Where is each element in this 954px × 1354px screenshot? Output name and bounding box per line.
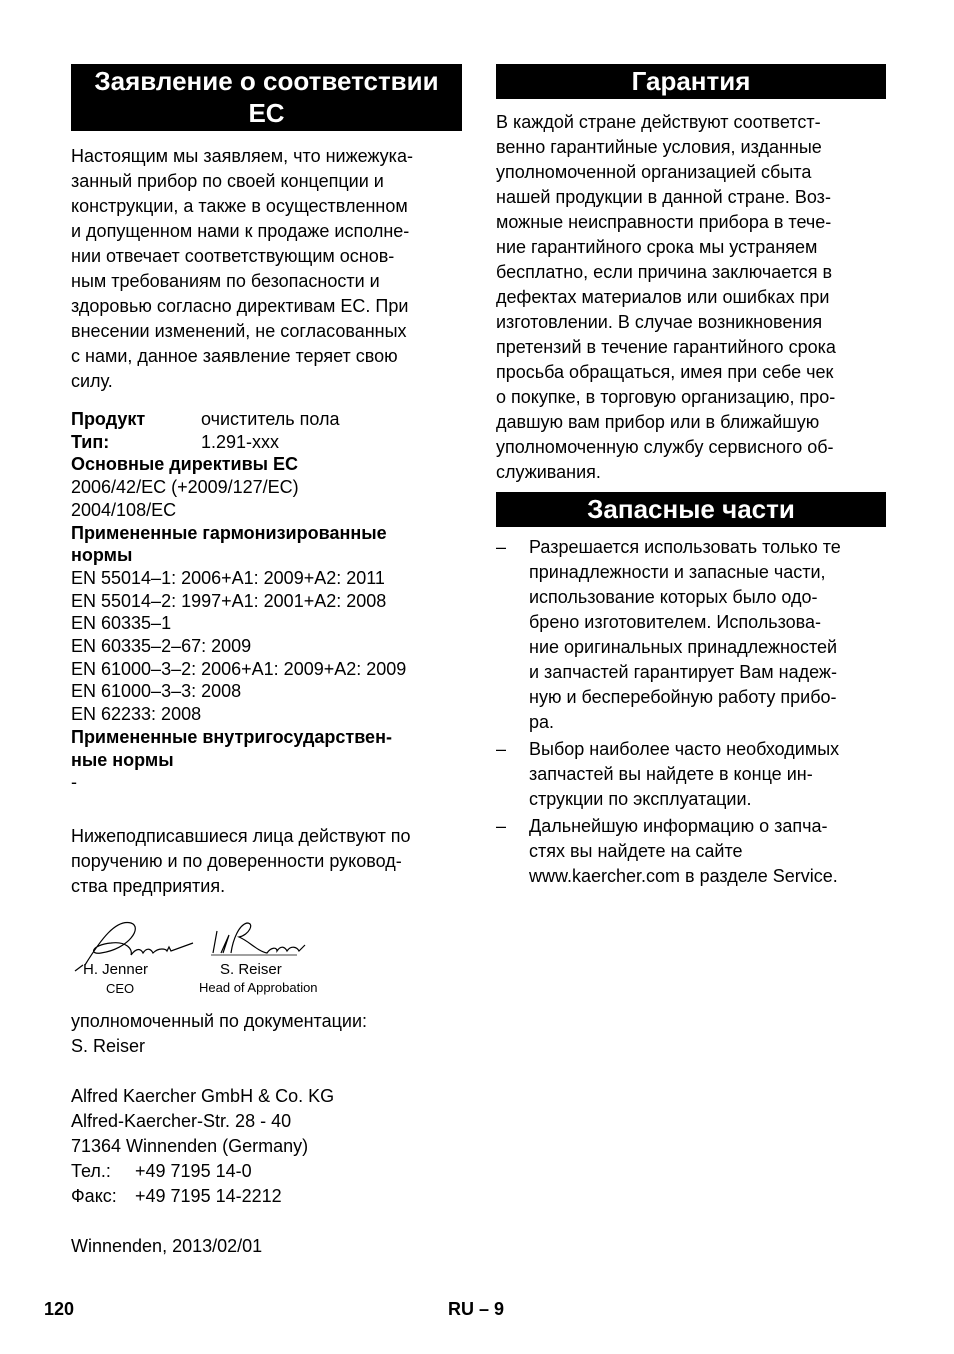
section-label: RU – 9: [448, 1299, 505, 1319]
fax-row: [71, 1184, 462, 1209]
dash-bullet: –: [496, 537, 507, 557]
tel-row: [71, 1159, 462, 1184]
product-label: Продукт: [71, 409, 146, 429]
page-number: 120: [44, 1299, 75, 1319]
directives-title: Основные директивы ЕС: [71, 454, 299, 475]
harmonized-standard: EN 55014–2: 1997+A1: 2001+A2: 2008: [71, 590, 387, 611]
list-item: – Выбор наиболее часто необходимых запчастей вы найдете в конце ин- струкции по эксплуатации.: [496, 739, 840, 809]
dash-bullet: –: [496, 739, 507, 759]
product-value: очиститель пола: [201, 409, 340, 429]
harmonized-standard: EN 60335–1: [71, 613, 172, 634]
harmonized-standard: EN 55014–1: 2006+A1: 2009+A2: 2011: [71, 567, 385, 588]
harmonized-standard: EN 61000–3–3: 2008: [71, 681, 242, 702]
type-label: Тип:: [71, 431, 110, 452]
harmonized-standard: EN 62233: 2008: [71, 704, 202, 725]
product-spec: [71, 408, 462, 794]
list-item: – Разрешается использовать только те принадлежности и запасные части, использование которых было одо- брено изготовителем. Использова- ние оригинальных принадлежностей и запчастей гарантирует Вам надеж- ную и бесперебойную работу прибо- ра.: [496, 537, 841, 732]
fax-value: +49 7195 14-2212: [135, 1185, 282, 1206]
product-row: [71, 408, 462, 431]
national-value: -: [71, 772, 77, 793]
ec-declaration-heading: Заявление о соответствии ЕС: [71, 64, 462, 131]
tel-label: Тел.:: [71, 1160, 111, 1181]
warranty-text: В каждой стране действуют соответст- венно гарантийные условия, изданные уполномоченной организацией сбыта нашей продукции в данной стране. Воз- можные неисправности прибора в тече- ние гарантийного срока мы устраняем бесплатно, если причина заключается в дефектах материалов или ошибках при изготовлении. В случае возникновения претензий в течение гарантийного срока просьба обращаться, имея при себе чек о покупке, в торговую организацию, про- давшую вам прибор или в ближайшую уполномоченную службу сервисного об- служивания.: [496, 112, 836, 482]
company-address: Alfred Kaercher GmbH & Co. KG Alfred-Kaercher-Str. 28 - 40 71364 Winnenden (Germany): [71, 1085, 335, 1156]
list-item: – Дальнейшую информацию о запча- стях вы найдете на сайте www.kaercher.com в разделе Service.: [496, 816, 838, 886]
dash-bullet: –: [496, 816, 507, 836]
place-date: Winnenden, 2013/02/01: [71, 1235, 263, 1256]
harmonized-title: Примененные гармонизированные нормы: [71, 522, 387, 566]
signer1-name: H. Jenner: [83, 960, 149, 978]
type-value: 1.291-xxx: [201, 431, 280, 452]
declaration-text: Настоящим мы заявляем, что нижежука- занный прибор по своей концепции и конструкции, а также в осуществленном и допущенном нами к продаже исполне- нии отвечает соответствующим основ- ным требованиям по безопасности и здоровью согласно директивам ЕС. При внесении изменений, не согласованных с нами, данное заявление теряет свою силу.: [71, 146, 413, 391]
directive-item: 2006/42/EC (+2009/127/EC): [71, 477, 299, 498]
signer1-role: CEO: [106, 980, 135, 996]
signer2-name: S. Reiser: [220, 960, 282, 978]
directive-item: 2004/108/EC: [71, 499, 177, 520]
spare-parts-heading: Запасные части: [496, 492, 886, 527]
right-column: [496, 64, 886, 891]
left-column: [71, 64, 462, 1259]
signature-block: [71, 909, 462, 1009]
national-title: Примененные внутригосударствен- ные нормы: [71, 726, 392, 770]
signatories-text: Нижеподписавшиеся лица действуют по поручению и по доверенности руковод- ства предприятия.: [71, 825, 411, 896]
warranty-heading: Гарантия: [496, 64, 886, 99]
tel-value: +49 7195 14-0: [135, 1160, 252, 1181]
harmonized-standard: EN 61000–3–2: 2006+A1: 2009+A2: 2009: [71, 658, 407, 679]
harmonized-standard: EN 60335–2–67: 2009: [71, 636, 252, 657]
spare-parts-list: [496, 535, 886, 889]
type-row: [71, 431, 462, 454]
signer2-role: Head of Approbation: [199, 979, 318, 995]
fax-label: Факс:: [71, 1185, 117, 1206]
doc-authority: уполномоченный по документации: S. Reiser: [71, 1010, 368, 1056]
